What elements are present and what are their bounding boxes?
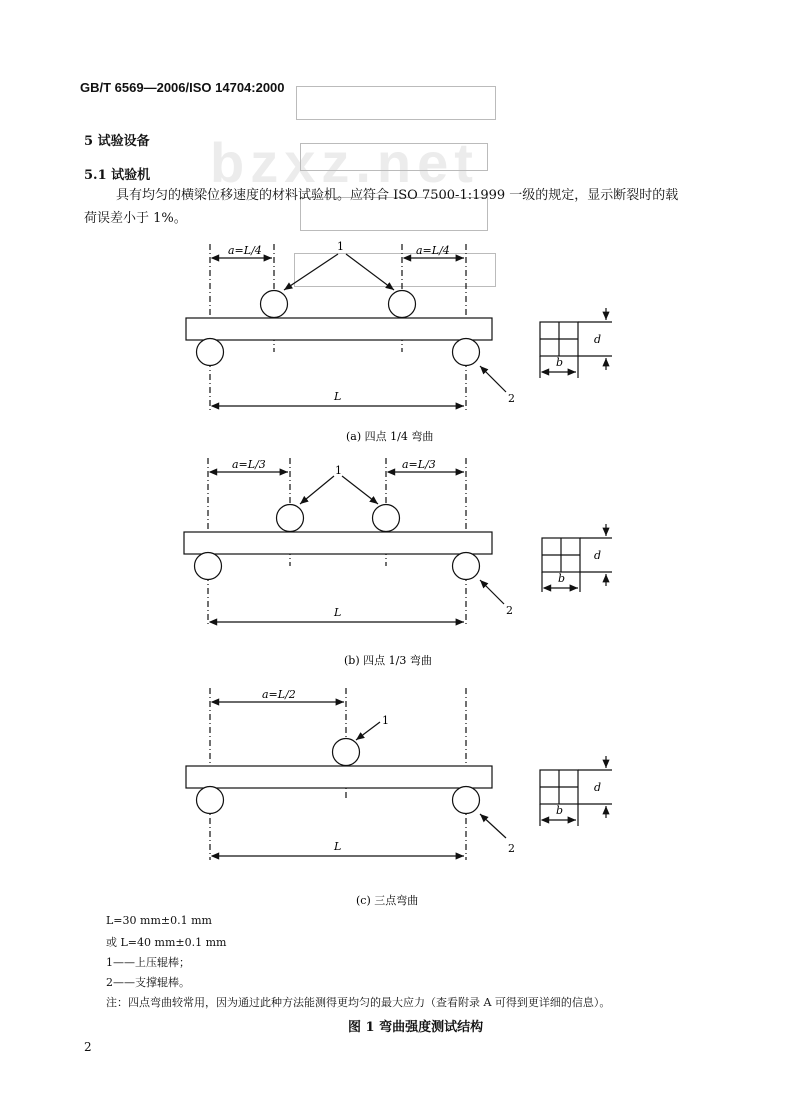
fig-a-d: d [594,333,602,346]
fig-c-span-left: a=L/2 [262,688,296,701]
paragraph-line-2: 荷误差小于 1%。 [84,211,187,226]
paragraph-line-1: 具有均匀的横梁位移速度的材料试验机。应符合 ISO 7500-1:1999 一级的规定，显示断裂时的载 [116,188,679,203]
figure-a [186,244,612,410]
fig-a-span-left: a=L/4 [228,244,262,257]
fig-a-span-right: a=L/4 [416,244,450,257]
fig-c-caption: (c) 三点弯曲 [356,894,419,907]
figure-title: 图 1 弯曲强度测试结构 [348,1020,484,1035]
standard-number-header: GB/T 6569—2006/ISO 14704:2000 [80,80,285,95]
note-line: 1——上压辊棒； [106,956,190,969]
section-5-1-heading: 5.1 试验机 [84,168,151,183]
note-line: 2——支撑辊棒。 [106,976,190,989]
fig-b-span-left: a=L/3 [232,458,266,471]
fig-b-b: b [558,572,566,585]
section-5-heading: 5 试验设备 [84,134,150,149]
fig-c-label-1: 1 [382,714,389,727]
fig-a-length-L: L [334,390,342,403]
fig-b-label-1: 1 [335,464,342,477]
fig-b-length-L: L [334,606,342,619]
fig-a-label-2: 2 [508,392,515,405]
figure-c [186,688,612,860]
fig-b-caption: (b) 四点 1/3 弯曲 [344,654,432,667]
note-line: L=30 mm±0.1 mm [106,914,212,927]
fig-a-label-1: 1 [337,240,344,253]
fig-c-length-L: L [334,840,342,853]
fig-a-b: b [556,356,564,369]
fig-c-b: b [556,804,564,817]
fig-c-label-2: 2 [508,842,515,855]
fig-c-d: d [594,781,602,794]
page-number: 2 [84,1040,92,1054]
fig-b-label-2: 2 [506,604,513,617]
note-line: 注：四点弯曲较常用，因为通过此种方法能测得更均匀的最大应力（查看附录 A 可得到更详细的信息）。 [106,996,611,1009]
fig-b-d: d [594,549,602,562]
figure-b [184,458,612,626]
watermark-text: bzxz.net [210,131,479,194]
fig-b-span-right: a=L/3 [402,458,436,471]
fig-a-caption: (a) 四点 1/4 弯曲 [346,430,434,443]
note-line: 或 L=40 mm±0.1 mm [106,936,227,949]
